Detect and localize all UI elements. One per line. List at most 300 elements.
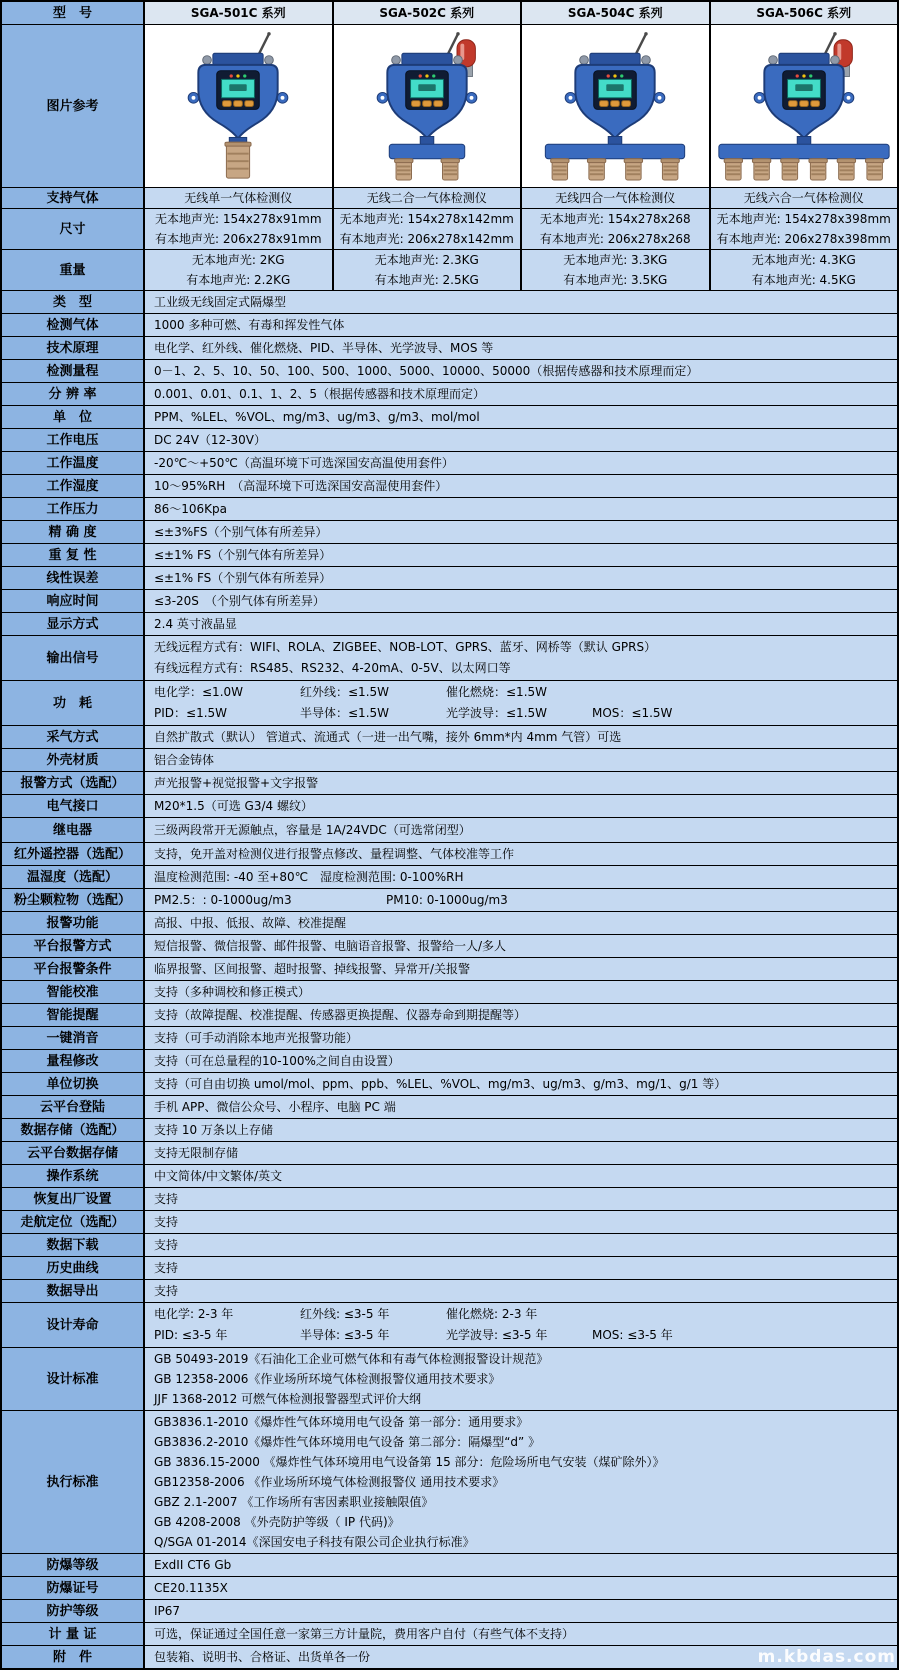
lcd-reading bbox=[230, 84, 247, 91]
row-label-ex-grade: 防爆等级 bbox=[2, 1554, 145, 1576]
value-line bbox=[145, 867, 897, 887]
value-span-pressure bbox=[145, 498, 897, 520]
row-label-history-curve: 历史曲线 bbox=[2, 1257, 145, 1279]
model-name: SGA-501C 系列 bbox=[190, 6, 286, 20]
value-line bbox=[145, 1601, 897, 1621]
value-text: 三级两段常开无源触点，容量是 1A/24VDC（可选常闭型） bbox=[154, 823, 471, 837]
device-top-cap bbox=[779, 53, 829, 65]
row-supported-gas bbox=[2, 187, 897, 208]
value-span-smart-remind bbox=[145, 1004, 897, 1026]
value-line bbox=[145, 1349, 897, 1369]
value-text: 无线二合一气体检测仪 bbox=[366, 191, 487, 205]
led-red bbox=[418, 74, 421, 77]
row-label-housing: 外壳材质 bbox=[2, 749, 145, 771]
value-text: GB 4208-2008 《外壳防护等级（ IP 代码)》 bbox=[154, 1515, 400, 1529]
row-nav-location bbox=[2, 1210, 897, 1233]
device-top-cap bbox=[213, 53, 263, 65]
row-principle bbox=[2, 336, 897, 359]
value-text: ≤±1% FS（个别气体有所差异） bbox=[154, 571, 332, 585]
row-label-unit: 单 位 bbox=[2, 406, 145, 428]
value-line bbox=[145, 338, 897, 358]
row-history-curve bbox=[2, 1256, 897, 1279]
image-cell-sga-504c bbox=[520, 25, 709, 187]
row-label-data-download: 数据下载 bbox=[2, 1234, 145, 1256]
value-text: M20*1.5（可选 G3/4 螺纹） bbox=[154, 799, 313, 813]
antenna-tip bbox=[833, 32, 836, 35]
value-text: 光学波导: ≤3-5 年 bbox=[446, 1328, 548, 1342]
led-yellow bbox=[425, 74, 428, 77]
value-text: PM10: 0-1000ug/m3 bbox=[386, 893, 508, 907]
value-text: 支持（故障提醒、校准提醒、传感器更换提醒、仪器寿命到期提醒等） bbox=[154, 1008, 527, 1022]
gas-sensor-head bbox=[837, 159, 855, 180]
cell-weight-col1 bbox=[332, 250, 521, 290]
value-line bbox=[145, 1452, 897, 1472]
value-text: 10～95%RH （高湿环境下可选深国安高湿使用套件） bbox=[154, 479, 448, 493]
row-model bbox=[2, 2, 897, 24]
value-line bbox=[145, 1005, 897, 1025]
value-text: PM2.5：: 0-1000ug/m3 bbox=[154, 893, 292, 907]
row-label-data-storage: 数据存储（选配） bbox=[2, 1119, 145, 1141]
row-label-electrical-port: 电气接口 bbox=[2, 795, 145, 817]
row-resolution bbox=[2, 382, 897, 405]
row-label-pressure: 工作压力 bbox=[2, 498, 145, 520]
value-span-work-temp bbox=[145, 452, 897, 474]
row-label-resolution: 分 辨 率 bbox=[2, 383, 145, 405]
cell-dimensions-col1 bbox=[332, 209, 521, 249]
row-label-exec-standard: 执行标准 bbox=[2, 1411, 145, 1553]
value-text: 无本地声光: 4.3KG bbox=[751, 253, 856, 267]
value-line bbox=[145, 890, 897, 910]
button-3 bbox=[811, 101, 820, 107]
row-label-dimensions: 尺寸 bbox=[2, 209, 145, 249]
row-label-os: 操作系统 bbox=[2, 1165, 145, 1187]
row-range bbox=[2, 359, 897, 382]
value-text: PID：≤1.5W bbox=[154, 706, 228, 720]
row-label-images: 图片参考 bbox=[2, 25, 145, 187]
value-span-platform-alarm-mode bbox=[145, 935, 897, 957]
row-label-accessories: 附 件 bbox=[2, 1646, 145, 1668]
value-line bbox=[145, 1624, 897, 1644]
value-span-unit-switch bbox=[145, 1073, 897, 1095]
value-line bbox=[145, 591, 897, 611]
cell-supported-gas-col1 bbox=[332, 188, 521, 208]
right-bolt bbox=[830, 56, 839, 65]
row-range-modify bbox=[2, 1049, 897, 1072]
value-text: 支持，免开盖对检测仪进行报警点修改、量程调整、气体校准等工作 bbox=[154, 847, 515, 861]
device-top-cap bbox=[402, 53, 452, 65]
value-text: 半导体: ≤3-5 年 bbox=[300, 1328, 390, 1342]
value-line bbox=[145, 1555, 897, 1575]
value-line bbox=[145, 1369, 897, 1389]
row-housing bbox=[2, 748, 897, 771]
row-data-download bbox=[2, 1233, 897, 1256]
value-text: 支持 bbox=[154, 1284, 179, 1298]
value-text: -20℃～+50℃（高温环境下可选深国安高温使用套件） bbox=[154, 456, 454, 470]
value-line bbox=[145, 1028, 897, 1048]
model-name: SGA-506C 系列 bbox=[756, 6, 852, 20]
value-span-resolution bbox=[145, 383, 897, 405]
row-alarm-func bbox=[2, 911, 897, 934]
value-span-accuracy bbox=[145, 521, 897, 543]
value-text: 无线单一气体检测仪 bbox=[184, 191, 293, 205]
value-line bbox=[145, 522, 897, 542]
left-ear-hole bbox=[569, 96, 573, 100]
value-line bbox=[145, 1325, 897, 1346]
value-text: 催化燃烧：≤1.5W bbox=[446, 685, 548, 699]
value-text: 支持（可自由切换 umol/mol、ppm、ppb、%LEL、%VOL、mg/m3、ug/m3、g/m3、mg/1、g/1 等） bbox=[154, 1077, 727, 1091]
value-line bbox=[145, 750, 897, 770]
value-line bbox=[145, 1074, 897, 1094]
right-ear-hole bbox=[658, 96, 662, 100]
value-text: GB 3836.15-2000 《爆炸性气体环境用电气设备第 15 部分：危险场所电气安装（煤矿除外）》 bbox=[154, 1455, 665, 1469]
value-text: ≤3-20S （个别气体有所差异） bbox=[154, 594, 325, 608]
device-top-cap bbox=[590, 53, 640, 65]
row-temp-humidity bbox=[2, 865, 897, 888]
value-text: 有本地声光: 206x278x91mm bbox=[154, 232, 322, 246]
gas-sensor-head bbox=[752, 159, 770, 180]
value-line bbox=[145, 1647, 897, 1667]
value-text: 0.001、0.01、0.1、1、2、5（根据传感器和技术原理而定） bbox=[154, 387, 486, 401]
value-text: 包装箱、说明书、合格证、出货单各一份 bbox=[154, 1650, 371, 1664]
value-span-ir-remote bbox=[145, 843, 897, 865]
led-green bbox=[243, 74, 246, 77]
cell-supported-gas-col3 bbox=[709, 188, 898, 208]
row-label-temp-humidity: 温湿度（选配） bbox=[2, 866, 145, 888]
value-text: 支持 bbox=[154, 1192, 179, 1206]
row-label-ir-remote: 红外遥控器（选配） bbox=[2, 843, 145, 865]
row-ir-remote bbox=[2, 842, 897, 865]
value-text: ≤±3%FS（个别气体有所差异） bbox=[154, 525, 328, 539]
watermark: m.kbdas.com bbox=[757, 1647, 896, 1667]
value-line bbox=[145, 1166, 897, 1186]
gas-sensor-head bbox=[225, 142, 251, 178]
value-line bbox=[145, 682, 897, 703]
row-label-detect-gas: 检测气体 bbox=[2, 314, 145, 336]
value-text: 红外线: ≤3-5 年 bbox=[300, 1307, 390, 1321]
row-platform-alarm-cond bbox=[2, 957, 897, 980]
value-line bbox=[145, 703, 897, 724]
row-label-platform-alarm-cond: 平台报警条件 bbox=[2, 958, 145, 980]
value-span-mute bbox=[145, 1027, 897, 1049]
value-text: 工业级无线固定式隔爆型 bbox=[154, 295, 287, 309]
row-label-ex-cert: 防爆证号 bbox=[2, 1577, 145, 1599]
value-span-repeatability bbox=[145, 544, 897, 566]
button-1 bbox=[223, 101, 232, 107]
value-line bbox=[145, 913, 897, 933]
value-text: 可选，保证通过全国任意一家第三方计量院，费用客户自付（有些气体不支持） bbox=[154, 1627, 575, 1641]
row-ex-cert bbox=[2, 1576, 897, 1599]
value-line bbox=[145, 430, 897, 450]
value-text: GB 12358-2006《作业场所环境气体检测报警仪通用技术要求》 bbox=[154, 1372, 501, 1386]
row-label-data-export: 数据导出 bbox=[2, 1280, 145, 1302]
gas-sensor-head bbox=[724, 159, 742, 180]
value-text: 无本地声光: 154x278x268 bbox=[539, 212, 691, 226]
row-work-temp bbox=[2, 451, 897, 474]
value-span-platform-alarm-cond bbox=[145, 958, 897, 980]
row-linearity bbox=[2, 566, 897, 589]
value-span-type bbox=[145, 291, 897, 313]
value-text: ≤±1% FS（个别气体有所差异） bbox=[154, 548, 332, 562]
value-text: PID: ≤3-5 年 bbox=[154, 1328, 228, 1342]
value-line bbox=[145, 796, 897, 816]
row-type bbox=[2, 290, 897, 313]
value-line bbox=[145, 1389, 897, 1409]
gas-sensor-head bbox=[865, 159, 883, 180]
row-cloud-storage bbox=[2, 1141, 897, 1164]
row-label-factory-reset: 恢复出厂设置 bbox=[2, 1188, 145, 1210]
image-cell-sga-501c bbox=[145, 25, 332, 187]
value-line bbox=[145, 1189, 897, 1209]
value-span-cloud-storage bbox=[145, 1142, 897, 1164]
row-label-principle: 技术原理 bbox=[2, 337, 145, 359]
model-header-cells bbox=[145, 2, 897, 24]
button-3 bbox=[622, 101, 631, 107]
sensor-collar bbox=[230, 137, 247, 142]
row-label-alarm-mode: 报警方式（选配） bbox=[2, 772, 145, 794]
value-span-dust bbox=[145, 889, 897, 911]
value-span-metrology bbox=[145, 1623, 897, 1645]
sensor-manifold bbox=[719, 144, 889, 159]
cell-dimensions-col2 bbox=[520, 209, 709, 249]
left-ear-hole bbox=[380, 96, 384, 100]
value-text: DC 24V（12-30V） bbox=[154, 433, 266, 447]
value-text: GBZ 2.1-2007 《工作场所有害因素职业接触限值》 bbox=[154, 1495, 434, 1509]
cell-dimensions-col0 bbox=[145, 209, 332, 249]
value-text: 有本地声光: 4.5KG bbox=[751, 273, 856, 287]
model-name: SGA-502C 系列 bbox=[379, 6, 475, 20]
cell-weight-col2 bbox=[520, 250, 709, 290]
value-span-data-export bbox=[145, 1280, 897, 1302]
value-span-response-time bbox=[145, 590, 897, 612]
value-text: 高报、中报、低报、故障、校准提醒 bbox=[154, 916, 347, 930]
row-label-type: 类 型 bbox=[2, 291, 145, 313]
led-green bbox=[809, 74, 812, 77]
device-image-sga-502c bbox=[337, 30, 517, 182]
lcd-reading bbox=[795, 84, 812, 91]
value-text: IP67 bbox=[154, 1604, 181, 1618]
led-green bbox=[620, 74, 623, 77]
value-span-data-storage bbox=[145, 1119, 897, 1141]
value-text: 支持 10 万条以上存储 bbox=[154, 1123, 273, 1137]
left-bolt bbox=[203, 56, 212, 65]
value-text: 无本地声光: 3.3KG bbox=[563, 253, 668, 267]
value-span-linearity bbox=[145, 567, 897, 589]
row-platform-alarm-mode bbox=[2, 934, 897, 957]
led-yellow bbox=[802, 74, 805, 77]
row-label-weight: 重量 bbox=[2, 250, 145, 290]
value-columns-weight bbox=[145, 250, 897, 290]
value-text: 半导体：≤1.5W bbox=[300, 706, 390, 720]
value-line bbox=[145, 476, 897, 496]
value-span-os bbox=[145, 1165, 897, 1187]
cell-weight-col3 bbox=[709, 250, 898, 290]
value-line bbox=[145, 1578, 897, 1598]
value-span-range bbox=[145, 360, 897, 382]
row-label-cloud-login: 云平台登陆 bbox=[2, 1096, 145, 1118]
value-span-output-signal bbox=[145, 636, 897, 680]
value-text: 温度检测范围: -40 至+80℃ bbox=[154, 870, 309, 884]
gas-sensor-head bbox=[624, 159, 642, 180]
value-text: 支持 bbox=[154, 1215, 179, 1229]
row-label-design-standard: 设计标准 bbox=[2, 1348, 145, 1410]
value-text: 有本地声光: 206x278x142mm bbox=[339, 232, 514, 246]
row-metrology bbox=[2, 1622, 897, 1645]
cell-supported-gas-col0 bbox=[145, 188, 332, 208]
value-line bbox=[145, 1143, 897, 1163]
row-detect-gas bbox=[2, 313, 897, 336]
value-line bbox=[145, 658, 897, 679]
value-columns-supported-gas bbox=[145, 188, 897, 208]
model-header-3 bbox=[709, 2, 898, 24]
value-span-factory-reset bbox=[145, 1188, 897, 1210]
value-line bbox=[145, 361, 897, 381]
row-label-relay: 继电器 bbox=[2, 818, 145, 842]
value-line bbox=[145, 1432, 897, 1452]
value-line bbox=[145, 568, 897, 588]
left-bolt bbox=[391, 56, 400, 65]
led-red bbox=[230, 74, 233, 77]
value-columns-dimensions bbox=[145, 209, 897, 249]
row-exec-standard bbox=[2, 1410, 897, 1553]
gas-sensor-head bbox=[551, 159, 569, 180]
antenna-tip bbox=[267, 32, 270, 35]
row-label-model: 型 号 bbox=[2, 2, 145, 24]
antenna-tip bbox=[644, 32, 647, 35]
value-line bbox=[145, 844, 897, 864]
right-bolt bbox=[265, 56, 274, 65]
device-image-sga-504c bbox=[525, 30, 705, 182]
button-2 bbox=[799, 101, 808, 107]
value-text: 红外线：≤1.5W bbox=[300, 685, 390, 699]
row-label-metrology: 计 量 证 bbox=[2, 1623, 145, 1645]
sensor-manifold bbox=[389, 144, 464, 159]
value-span-data-download bbox=[145, 1234, 897, 1256]
row-ex-grade bbox=[2, 1553, 897, 1576]
row-label-range: 检测量程 bbox=[2, 360, 145, 382]
row-smart-remind bbox=[2, 1003, 897, 1026]
image-cell-sga-506c bbox=[709, 25, 898, 187]
value-text: 支持 bbox=[154, 1238, 179, 1252]
value-text: 短信报警、微信报警、邮件报警、电脑语音报警、报警给一人/多人 bbox=[154, 939, 507, 953]
row-design-standard bbox=[2, 1347, 897, 1410]
gas-sensor-head bbox=[588, 159, 606, 180]
value-line bbox=[145, 453, 897, 473]
row-voltage bbox=[2, 428, 897, 451]
row-repeatability bbox=[2, 543, 897, 566]
value-line bbox=[145, 1235, 897, 1255]
row-data-export bbox=[2, 1279, 897, 1302]
device-image-sga-501c bbox=[148, 30, 328, 182]
row-images bbox=[2, 24, 897, 187]
row-os bbox=[2, 1164, 897, 1187]
row-smart-cal bbox=[2, 980, 897, 1003]
value-text: MOS: ≤3-5 年 bbox=[592, 1328, 673, 1342]
value-span-temp-humidity bbox=[145, 866, 897, 888]
gas-sensor-head bbox=[441, 159, 459, 180]
gas-sensor-head bbox=[809, 159, 827, 180]
button-1 bbox=[411, 101, 420, 107]
right-bolt bbox=[453, 56, 462, 65]
value-span-alarm-mode bbox=[145, 772, 897, 794]
value-text: 铝合金铸体 bbox=[154, 753, 215, 767]
value-text: 支持（可手动消除本地声光报警功能） bbox=[154, 1031, 359, 1045]
led-yellow bbox=[614, 74, 617, 77]
model-header-2 bbox=[520, 2, 709, 24]
value-line bbox=[145, 1492, 897, 1512]
value-line bbox=[145, 1304, 897, 1325]
button-2 bbox=[234, 101, 243, 107]
row-factory-reset bbox=[2, 1187, 897, 1210]
row-label-platform-alarm-mode: 平台报警方式 bbox=[2, 935, 145, 957]
row-power bbox=[2, 680, 897, 725]
value-text: PPM、%LEL、%VOL、mg/m3、ug/m3、g/m3、mol/mol bbox=[154, 410, 480, 424]
sensor-manifold bbox=[546, 144, 685, 159]
value-span-nav-location bbox=[145, 1211, 897, 1233]
value-line bbox=[145, 959, 897, 979]
value-span-exec-standard bbox=[145, 1411, 897, 1553]
row-label-power: 功 耗 bbox=[2, 681, 145, 725]
row-relay bbox=[2, 817, 897, 842]
row-ip-grade bbox=[2, 1599, 897, 1622]
row-accessories bbox=[2, 1645, 897, 1668]
right-bolt bbox=[642, 56, 651, 65]
value-line bbox=[145, 1097, 897, 1117]
value-text: 无本地声光: 154x278x398mm bbox=[716, 212, 891, 226]
button-2 bbox=[611, 101, 620, 107]
value-text: 催化燃烧: 2-3 年 bbox=[446, 1307, 538, 1321]
right-ear-hole bbox=[281, 96, 285, 100]
row-label-response-time: 响应时间 bbox=[2, 590, 145, 612]
value-span-display bbox=[145, 613, 897, 635]
value-text: 无本地声光: 154x278x142mm bbox=[339, 212, 514, 226]
row-label-display: 显示方式 bbox=[2, 613, 145, 635]
value-line bbox=[145, 1512, 897, 1532]
value-text: 无线远程方式有：WIFI、ROLA、ZIGBEE、NOB-LOT、GPRS、蓝牙、网桥等（默认 GPRS） bbox=[154, 640, 657, 654]
value-text: 中文简体/中文繁体/英文 bbox=[154, 1169, 283, 1183]
row-mute bbox=[2, 1026, 897, 1049]
row-label-dust: 粉尘颗粒物（选配） bbox=[2, 889, 145, 911]
value-line bbox=[145, 1120, 897, 1140]
value-text: 电化学：≤1.0W bbox=[154, 685, 244, 699]
row-label-work-humidity: 工作湿度 bbox=[2, 475, 145, 497]
row-alarm-mode bbox=[2, 771, 897, 794]
value-text: MOS：≤1.5W bbox=[592, 706, 673, 720]
button-3 bbox=[245, 101, 254, 107]
cell-supported-gas-col2 bbox=[520, 188, 709, 208]
row-label-ip-grade: 防护等级 bbox=[2, 1600, 145, 1622]
model-name: SGA-504C 系列 bbox=[567, 6, 663, 20]
value-span-ip-grade bbox=[145, 1600, 897, 1622]
value-span-detect-gas bbox=[145, 314, 897, 336]
row-electrical-port bbox=[2, 794, 897, 817]
value-span-principle bbox=[145, 337, 897, 359]
left-bolt bbox=[580, 56, 589, 65]
value-span-relay bbox=[145, 818, 897, 842]
value-text: 有本地声光: 206x278x398mm bbox=[716, 232, 891, 246]
value-span-design-life bbox=[145, 1303, 897, 1347]
row-label-supported-gas: 支持气体 bbox=[2, 188, 145, 208]
led-red bbox=[607, 74, 610, 77]
value-text: GB3836.1-2010《爆炸性气体环境用电气设备 第一部分：通用要求》 bbox=[154, 1415, 529, 1429]
row-output-signal bbox=[2, 635, 897, 680]
value-text: 光学波导：≤1.5W bbox=[446, 706, 548, 720]
value-line bbox=[145, 1412, 897, 1432]
row-dimensions bbox=[2, 208, 897, 249]
row-label-cloud-storage: 云平台数据存储 bbox=[2, 1142, 145, 1164]
row-data-storage bbox=[2, 1118, 897, 1141]
value-text: 临界报警、区间报警、超时报警、掉线报警、异常开/关报警 bbox=[154, 962, 471, 976]
value-text: ExdII CT6 Gb bbox=[154, 1558, 232, 1572]
